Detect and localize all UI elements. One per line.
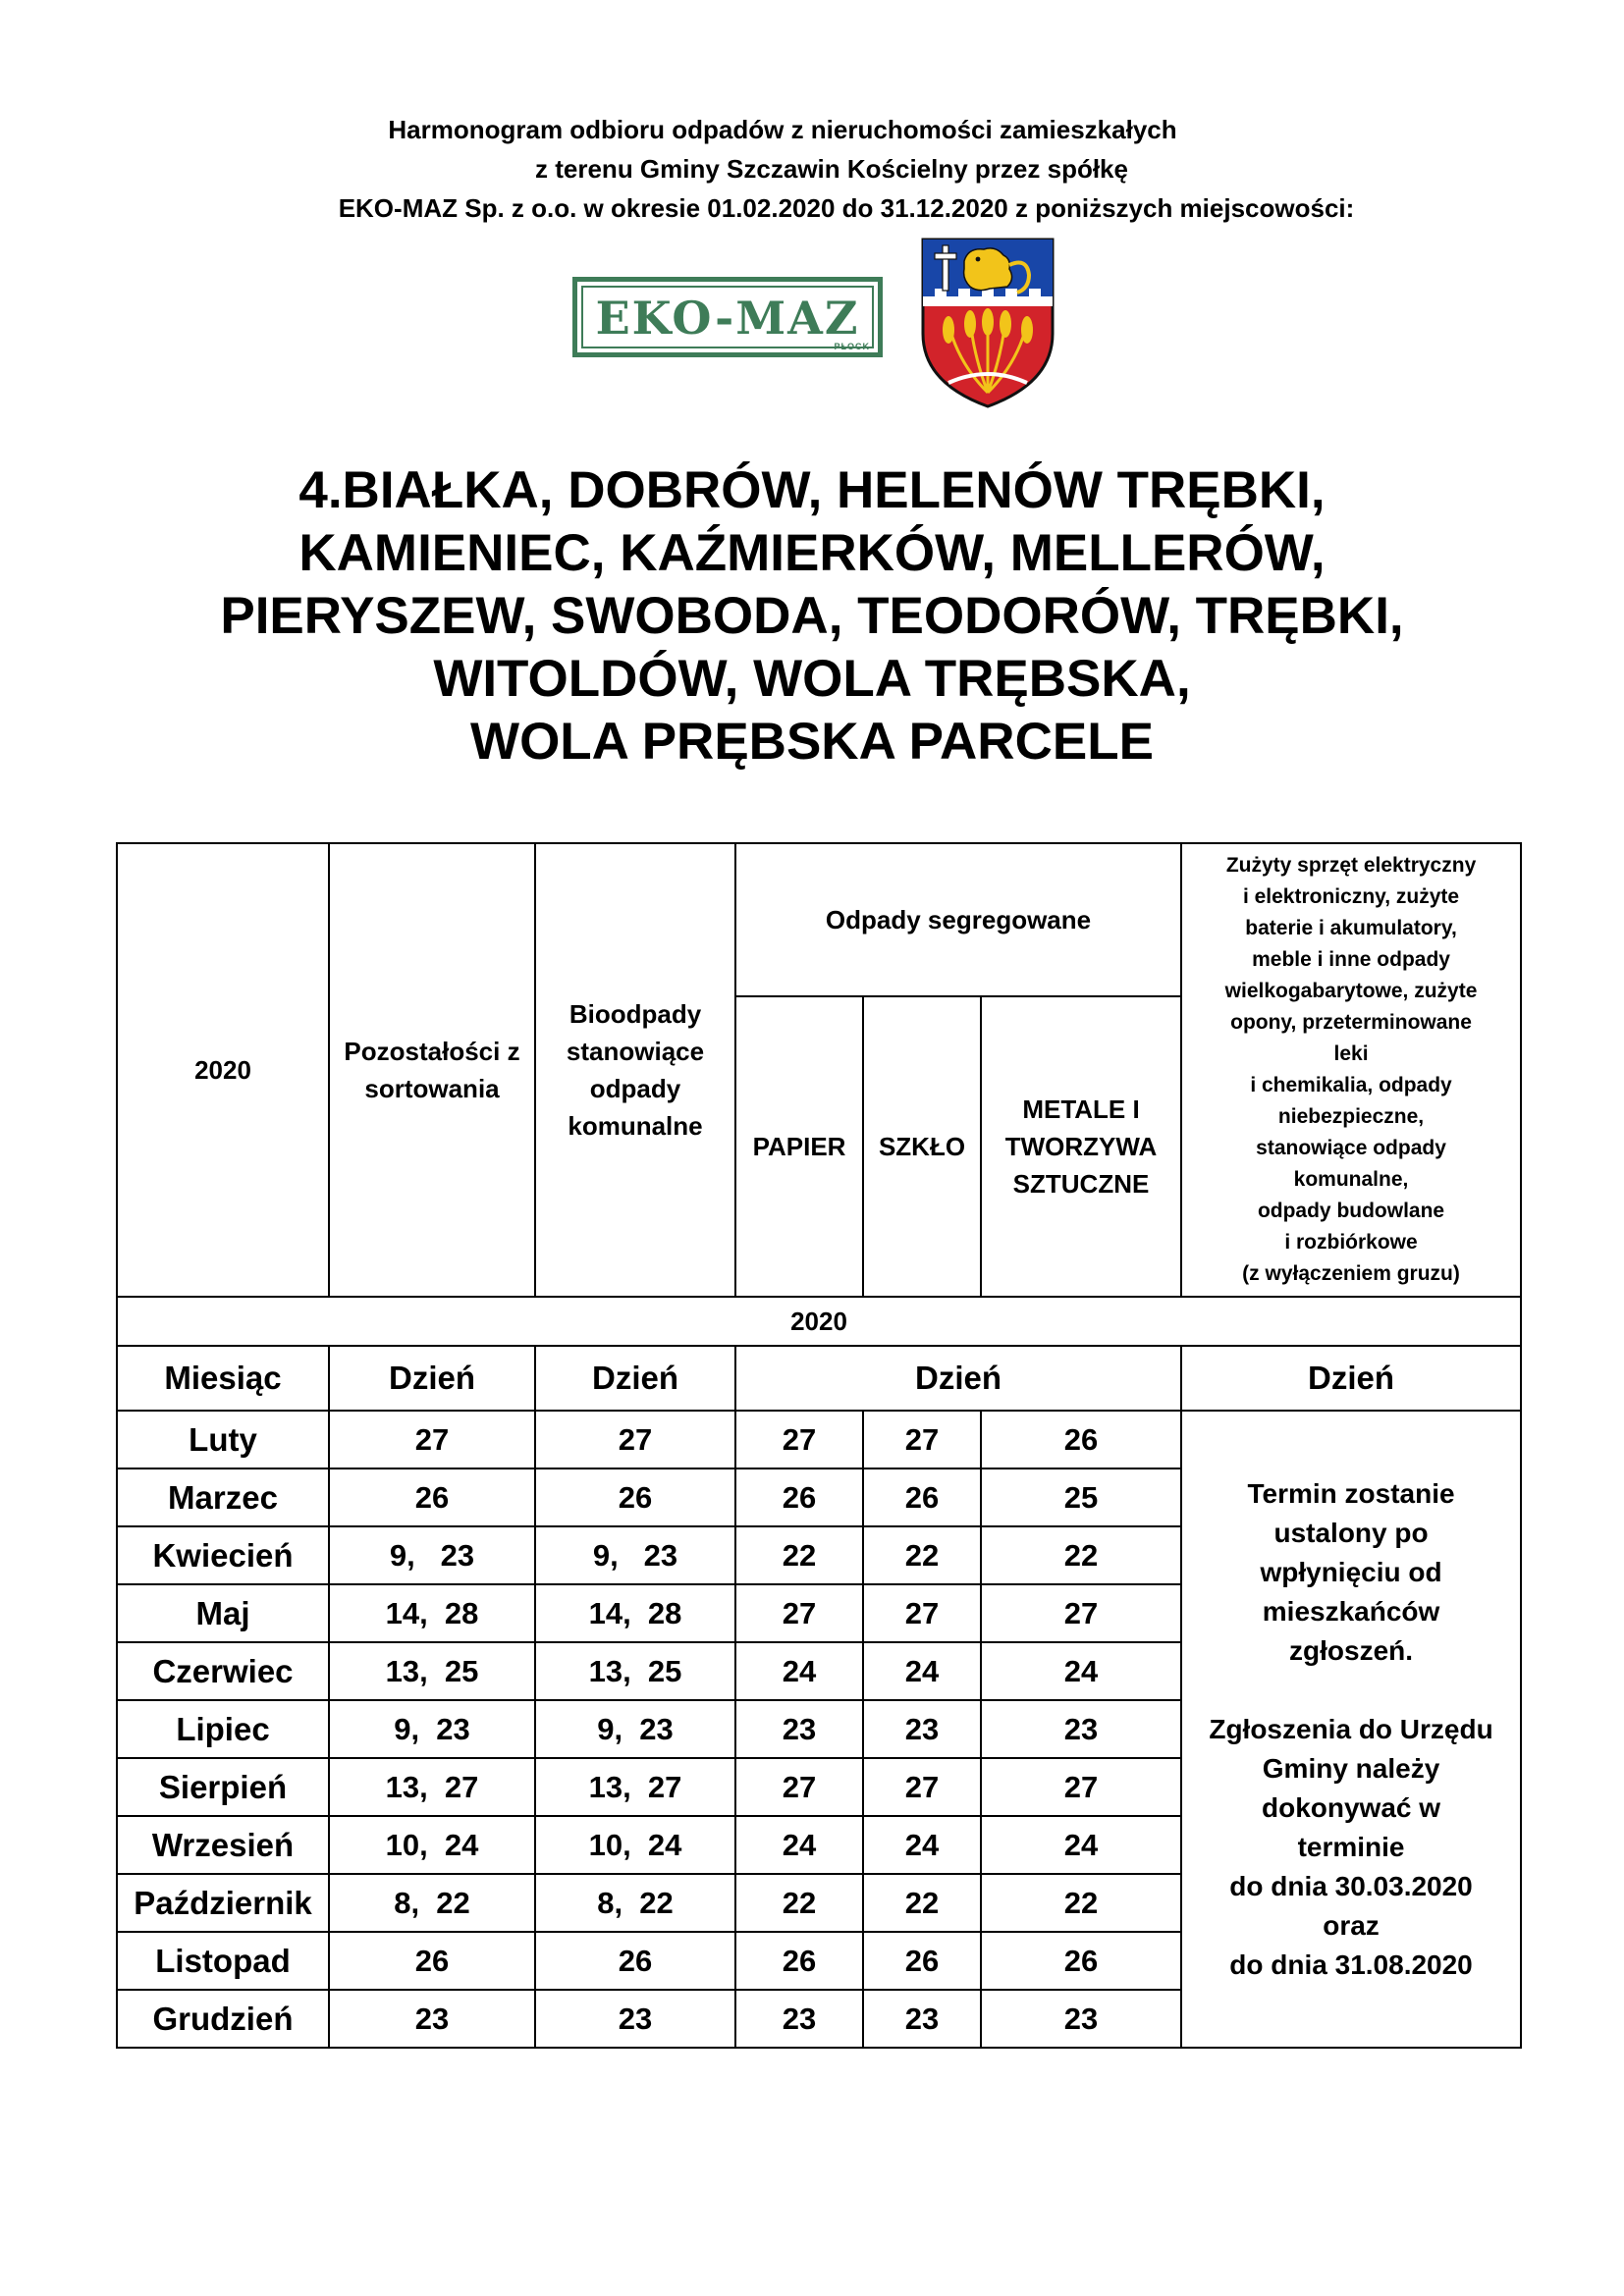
title-line: PIERYSZEW, SWOBODA, TEODORÓW, TRĘBKI, [220,587,1404,645]
logo-wordmark: EKO-MAZ [595,292,860,345]
month-cell: Październik [117,1874,329,1932]
metal-day-cell: 25 [981,1468,1181,1526]
subheader-day-bulky: Dzień [1181,1346,1521,1411]
intro-line-2: z terenu Gminy Szczawin Kościelny przez spółkę [535,154,1128,184]
subheader-month: Miesiąc [117,1346,329,1411]
note-line: mieszkańców [1262,1595,1440,1627]
bio-day-cell: 23 [535,1990,735,2048]
header-bulky: Zużyty sprzęt elektryczny i elektroniczny, zużyte baterie i akumulatory, meble i inne odpady wielkogabarytowe, zużyte opony, przeterminowane leki i chemikalia, odpady niebezpieczne, stanowiące odpady komunalne, odpady budowlane i rozbiórkowe (z wyłączeniem gruzu) [1181,843,1521,1297]
glass-day-cell: 24 [863,1642,981,1700]
metal-day-cell: 26 [981,1411,1181,1468]
bio-day-cell: 9, 23 [535,1700,735,1758]
paper-day-cell: 23 [735,1990,863,2048]
residual-day-cell: 9, 23 [329,1700,535,1758]
glass-day-cell: 27 [863,1758,981,1816]
glass-day-cell: 23 [863,1700,981,1758]
residual-day-cell: 10, 24 [329,1816,535,1874]
year-row: 2020 [117,1297,1521,1346]
note-line: zgłoszeń. [1289,1634,1414,1666]
note-line: do dnia 30.03.2020 [1229,1870,1473,1901]
title-line: WITOLDÓW, WOLA TRĘBSKA, [433,650,1191,708]
month-cell: Grudzień [117,1990,329,2048]
glass-day-cell: 22 [863,1874,981,1932]
metal-day-cell: 22 [981,1526,1181,1584]
bio-day-cell: 13, 27 [535,1758,735,1816]
glass-day-cell: 27 [863,1411,981,1468]
glass-day-cell: 22 [863,1526,981,1584]
header-residual: Pozostałości z sortowania [329,843,535,1297]
note-line: Termin zostanie [1247,1477,1455,1509]
month-cell: Lipiec [117,1700,329,1758]
subheader-day-segregated: Dzień [735,1346,1181,1411]
month-cell: Luty [117,1411,329,1468]
title-line: KAMIENIEC, KAŹMIERKÓW, MELLERÓW, [298,524,1326,582]
residual-day-cell: 27 [329,1411,535,1468]
metal-day-cell: 24 [981,1816,1181,1874]
residual-day-cell: 8, 22 [329,1874,535,1932]
month-cell: Marzec [117,1468,329,1526]
metal-day-cell: 23 [981,1700,1181,1758]
note-line [1182,1671,1520,1710]
note-line: terminie [1297,1831,1405,1862]
bio-day-cell: 26 [535,1932,735,1990]
paper-day-cell: 27 [735,1411,863,1468]
residual-day-cell: 13, 25 [329,1642,535,1700]
title-line: 4.BIAŁKA, DOBRÓW, HELENÓW TRĘBKI, [298,461,1326,519]
collection-schedule-table [116,842,1522,2049]
table-row [117,1411,1521,1468]
paper-day-cell: 27 [735,1584,863,1642]
paper-day-cell: 22 [735,1874,863,1932]
metal-day-cell: 24 [981,1642,1181,1700]
bio-day-cell: 27 [535,1411,735,1468]
metal-day-cell: 27 [981,1758,1181,1816]
title-line: WOLA PRĘBSKA PARCELE [470,713,1154,771]
note-line: oraz [1323,1909,1380,1941]
month-cell: Czerwiec [117,1642,329,1700]
bio-day-cell: 13, 25 [535,1642,735,1700]
note-line: dokonywać w [1262,1791,1441,1823]
note-line: ustalony po [1273,1517,1429,1548]
glass-day-cell: 27 [863,1584,981,1642]
residual-day-cell: 26 [329,1932,535,1990]
bio-day-cell: 10, 24 [535,1816,735,1874]
subheader-day-residual: Dzień [329,1346,535,1411]
paper-day-cell: 22 [735,1526,863,1584]
glass-day-cell: 24 [863,1816,981,1874]
header-metal: METALE I TWORZYWA SZTUCZNE [981,996,1181,1297]
bulky-waste-note [1181,1411,1521,2048]
intro-line-3: EKO-MAZ Sp. z o.o. w okresie 01.02.2020 do 31.12.2020 z poniższych miejscowości: [338,193,1355,223]
metal-day-cell: 22 [981,1874,1181,1932]
glass-day-cell: 26 [863,1932,981,1990]
paper-day-cell: 24 [735,1816,863,1874]
eko-maz-logo [572,277,883,357]
paper-day-cell: 26 [735,1468,863,1526]
intro-line-1: Harmonogram odbioru odpadów z nieruchomości zamieszkałych [388,115,1177,144]
document-intro [0,110,1624,228]
coat-of-arms-icon [919,236,1056,410]
month-cell: Kwiecień [117,1526,329,1584]
month-cell: Wrzesień [117,1816,329,1874]
month-cell: Sierpień [117,1758,329,1816]
residual-day-cell: 14, 28 [329,1584,535,1642]
subheader-day-bio: Dzień [535,1346,735,1411]
note-line: do dnia 31.08.2020 [1229,1949,1473,1980]
paper-day-cell: 26 [735,1932,863,1990]
metal-day-cell: 26 [981,1932,1181,1990]
bio-day-cell: 8, 22 [535,1874,735,1932]
note-line: wpłynięciu od [1260,1556,1442,1587]
document-title [0,459,1624,774]
logo-city: PŁOCK [834,342,870,351]
bio-day-cell: 9, 23 [535,1526,735,1584]
paper-day-cell: 24 [735,1642,863,1700]
paper-day-cell: 27 [735,1758,863,1816]
bio-day-cell: 26 [535,1468,735,1526]
residual-day-cell: 26 [329,1468,535,1526]
residual-day-cell: 13, 27 [329,1758,535,1816]
header-segregated: Odpady segregowane [735,843,1181,996]
header-paper: PAPIER [735,996,863,1297]
header-bio: Bioodpady stanowiące odpady komunalne [535,843,735,1297]
metal-day-cell: 23 [981,1990,1181,2048]
month-cell: Listopad [117,1932,329,1990]
glass-day-cell: 26 [863,1468,981,1526]
note-line: Zgłoszenia do Urzędu [1209,1713,1493,1744]
residual-day-cell: 9, 23 [329,1526,535,1584]
metal-day-cell: 27 [981,1584,1181,1642]
paper-day-cell: 23 [735,1700,863,1758]
note-line: Gminy należy [1262,1752,1440,1784]
header-year: 2020 [117,843,329,1297]
glass-day-cell: 23 [863,1990,981,2048]
header-glass: SZKŁO [863,996,981,1297]
residual-day-cell: 23 [329,1990,535,2048]
bio-day-cell: 14, 28 [535,1584,735,1642]
month-cell: Maj [117,1584,329,1642]
